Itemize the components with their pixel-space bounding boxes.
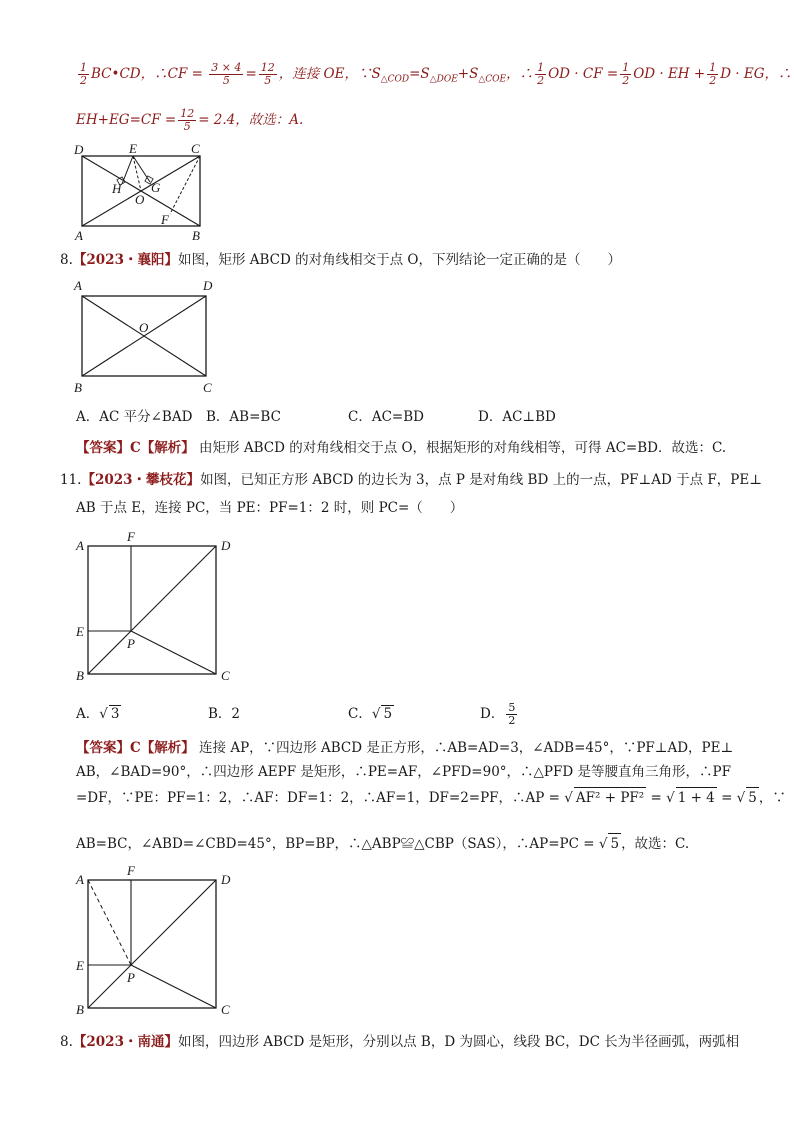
svg-text:E: E — [129, 141, 137, 156]
svg-text:F: F — [161, 212, 169, 227]
svg-text:O: O — [139, 320, 149, 335]
svg-text:B: B — [74, 380, 82, 395]
label-d: D — [74, 142, 84, 157]
option-b[interactable]: B．2 — [208, 706, 241, 722]
svg-text:C: C — [221, 1002, 230, 1017]
svg-text:B: B — [192, 228, 200, 243]
svg-text:A: A — [76, 872, 84, 887]
q8-options — [76, 405, 696, 425]
svg-text:C: C — [203, 380, 212, 395]
svg-text:C: C — [191, 141, 200, 156]
svg-text:F: F — [127, 529, 135, 544]
svg-text:B: B — [76, 1002, 84, 1017]
svg-text:G: G — [151, 180, 161, 195]
q11-options — [76, 702, 696, 727]
solution-line-2: EH+EG=CF = $\frac{12}{5}$ = 2.4，故选：A. — [76, 107, 304, 133]
q8-answer: 【答案】C【解析】 由矩形 ABCD 的对角线相交于点 O，根据矩形的对角线相等，可得 AC=BD．故选：C. — [76, 440, 727, 456]
fraction: $\frac{1}{2}$ — [80, 61, 87, 87]
figure-rectangle-ehg — [72, 140, 212, 244]
q11-answer-line1: 【答案】C【解析】 连接 AP，∵四边形 ABCD 是正方形，∴AB=AD=3，∠ADB=45°，∵PF⊥AD，PE⊥ — [76, 740, 734, 756]
svg-text:H: H — [112, 181, 122, 196]
svg-text:B: B — [76, 668, 84, 683]
option-d[interactable]: D． $\frac{5}{2}$ — [480, 701, 516, 727]
solution-line-1: $\frac{1}{2}$ BC•CD，∴CF = $\frac{3 \times 4}{5}$ = $\frac{12}{5}$ ，连接 OE，$\because S_{\triangle COD}=S_{\triangle DOE}+S_{\triangle COE}$，∴ $\frac{1}{2}$ OD · CF = $\frac{1}{2}$ OD · EH + $\frac{1}{2}$ D · EG，∴ — [80, 61, 792, 87]
svg-text:E: E — [76, 958, 84, 973]
option-c[interactable]: C．√ 5 — [348, 706, 393, 722]
option-b[interactable]: B．AB=BC — [206, 409, 281, 425]
figure-rectangle-abcd — [70, 276, 220, 398]
svg-text:D: D — [203, 278, 213, 293]
figure-square-abcd-with-ap — [70, 862, 240, 1022]
svg-text:A: A — [75, 228, 83, 243]
question-8-nantong: 8.【2023・南通】如图，四边形 ABCD 是矩形，分别以点 B，D 为圆心，线段 BC，DC 长为半径画弧，两弧相 — [60, 1034, 740, 1050]
option-a[interactable]: A．AC 平分∠BAD — [76, 409, 193, 425]
q11-answer-line2: AB，∠BAD=90°，∴四边形 AEPF 是矩形，∴PE=AF，∠PFD=90°，∴△PFD 是等腰直角三角形，∴PF — [76, 764, 731, 780]
question-11-line2: AB 于点 E，连接 PC，当 PE：PF=1：2 时，则 PC=（ ） — [76, 500, 464, 516]
svg-text:E: E — [76, 624, 84, 639]
question-11: 11.【2023・攀枝花】如图，已知正方形 ABCD 的边长为 3，点 P 是对角线 BD 上的一点，PF⊥AD 于点 F，PE⊥ — [60, 472, 762, 488]
svg-text:C: C — [221, 668, 230, 683]
option-c[interactable]: C．AC=BD — [348, 409, 424, 425]
svg-text:P: P — [127, 636, 135, 651]
svg-text:O: O — [135, 192, 145, 207]
svg-text:D: D — [221, 538, 231, 553]
option-d[interactable]: D．AC⊥BD — [478, 409, 556, 425]
option-a[interactable]: A．√ 3 — [76, 706, 120, 722]
figure-square-abcd — [70, 528, 240, 688]
q11-answer-line4: AB=BC，∠ABD=∠CBD=45°，BP=BP，∴△ABP≌△CBP（SAS），∴AP=PC = √ 5 ，故选：C. — [76, 833, 689, 854]
q11-answer-line3: =DF，∵PE：PF=1：2，∴AF：DF=1：2，∴AF=1，DF=2=PF，∴AP = √ AF² + PF² = √ 1 + 4 = √ 5 ，∵ — [76, 787, 786, 808]
svg-text:P: P — [127, 970, 135, 985]
svg-text:D: D — [221, 872, 231, 887]
svg-text:F: F — [127, 863, 135, 878]
svg-text:A: A — [74, 278, 82, 293]
svg-text:A: A — [76, 538, 84, 553]
question-8-xiangyang: 8.【2023・襄阳】如图，矩形 ABCD 的对角线相交于点 O，下列结论一定正确的是（ ） — [60, 252, 621, 268]
